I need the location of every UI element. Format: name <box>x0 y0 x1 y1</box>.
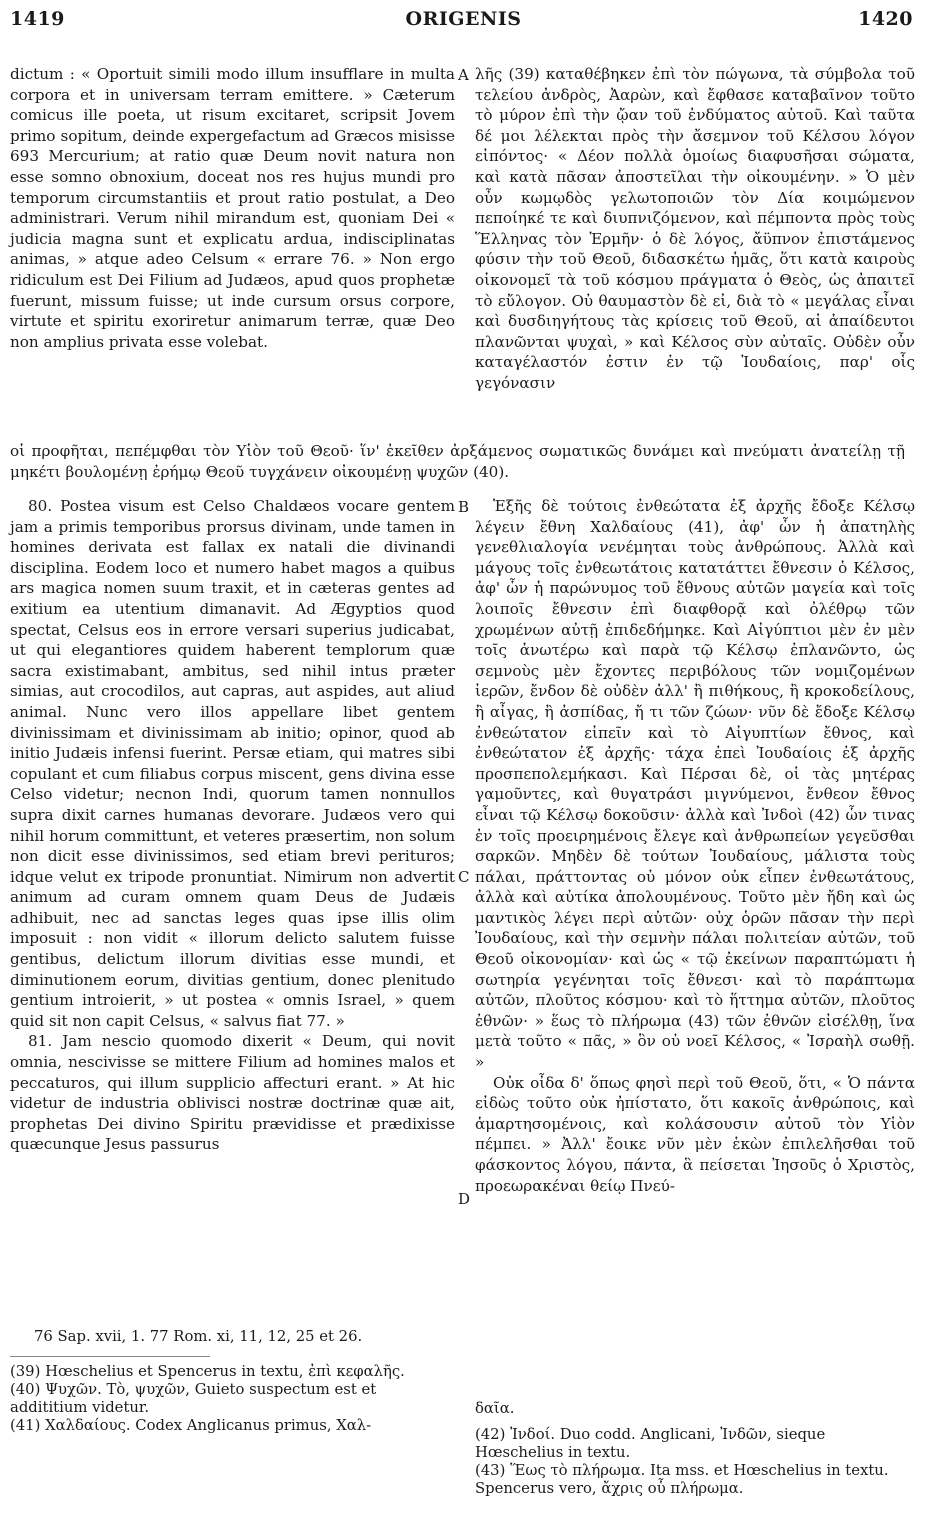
latin-column-top <box>10 64 455 352</box>
latin-column-main <box>10 496 455 1155</box>
right-page-number: 1420 <box>858 8 913 30</box>
margin-marker-a: A <box>458 66 469 84</box>
margin-marker-b: B <box>458 498 470 516</box>
latin-paragraph: dictum : « Oportuit simili modo illum insufflare in multa corpora et in universam terram emittere. » Cæterum comicus ille poeta, ut risum excitaret, scripsit Jovem primo sopitum, deinde expergefactum ad Græcos misisse 693 Mercurium; at ratio quæ Deum novit natura non esse somno obnoxium, doceat nos res hujus mundi pro temporum circumstantiis et prout ratio postulat, a Deo administrari. Verum nihil mirandum est, quoniam Dei « judicia magna sunt et explicatu ardua, indisciplinatas animas, » atque adeo Celsum « errare 76. » Non ergo ridiculum est Dei Filium ad Judæos, apud quos prophetæ fuerunt, missum fuisse; ut inde cursum orsus corpore, virtute et spiritu exoriretur animarum terræ, quæ Deo non amplius privata esse volebat. <box>10 65 455 351</box>
spanning-greek-line: οἱ προφῆται, πεπέμφθαι τὸν Υἱὸν τοῦ Θεοῦ· ἵν' ἐκεῖθεν ἀρξάμενος σωματικῶς δυνάμει καὶ πνεύματι ἀνατείλῃ τῇ μηκέτι βουλομένῃ ἐρήμῳ Θεοῦ τυγχάνειν οἰκουμένῃ ψυχῶν (40). <box>10 442 905 481</box>
footnotes-right <box>475 1400 915 1498</box>
margin-marker-c: C <box>458 868 470 886</box>
footnote-continuation: δαῖα. <box>475 1400 515 1417</box>
latin-section-81: 81. Jam nescio quomodo dixerit « Deum, qui novit omnia, nescivisse se mittere Filium ad homines malos et peccaturos, qui illum supplicio affecturi erant. » At hic videtur de industria oblivisci nostræ doctrinæ quæ ait, prophetas Dei divino Spiritu prævidisse et prædixisse quæcunque Jesus passurus <box>10 1032 455 1154</box>
greek-paragraph: λῆς (39) καταθέβηκεν ἐπὶ τὸν πώγωνα, τὰ σύμβολα τοῦ τελείου ἀνδρὸς, Ἀαρὼν, καὶ ἔφθασε καταβαῖνον τοῦτο τὸ μύρον ἐπὶ τὴν ᾤαν τοῦ ἐνδύματος αὐτοῦ. Καὶ ταῦτα δέ μοι λέλεκται πρὸς τὴν ἄσεμνον τοῦ Κέλσου λόγον εἰπόντος· « Δέον πολλὰ ὁμοίως διαφυσῆσαι σώματα, καὶ κατὰ πᾶσαν ἀποστεῖλαι τὴν οἰκουμένην. » Ὁ μὲν οὖν κωμῳδὸς γελωτοποιῶν τὸν Δία κοιμώμενον πεποίηκέ τε καὶ διυπνιζόμενον, καὶ πέμποντα πρὸς τοὺς Ἕλληνας τὸν Ἑρμῆν· ὁ δὲ λόγος, ἄϋπνον ἐπιστάμενος φύσιν τὴν τοῦ Θεοῦ, διδασκέτω ἡμᾶς, ὅτι κατὰ καιροὺς οἰκονομεῖ τὰ τοῦ κόσμου πράγματα ὁ Θεὸς, ὡς ἀπαιτεῖ τὸ εὔλογον. Οὐ θαυμαστὸν δὲ εἰ, διὰ τὸ « μεγάλας εἶναι καὶ δυσδιηγήτους τὰς κρίσεις τοῦ Θεοῦ, αἱ ἀπαίδευτοι πλανῶνται ψυχαὶ, » καὶ Κέλσος σὺν αὐταῖς. Οὐδὲν οὖν καταγέλαστόν ἐστιν ἐν τῷ Ἰουδαίοις, παρ' οἷς γεγόνασιν <box>475 65 915 392</box>
footnote: (42) Ἰνδοί. Duo codd. Anglicani, Ἰνδῶν, sieque Hœschelius in textu. <box>475 1426 826 1461</box>
footnotes-left <box>10 1328 455 1435</box>
footnote: (39) Hœschelius et Spencerus in textu, ἐπὶ κεφαλῆς. <box>10 1363 405 1380</box>
margin-marker-d: D <box>458 1190 471 1208</box>
running-title: ORIGENIS <box>405 8 522 30</box>
scripture-references: 76 Sap. xvii, 1. 77 Rom. xi, 11, 12, 25 et 26. <box>34 1328 363 1345</box>
latin-section-80: 80. Postea visum est Celso Chaldæos vocare gentem jam a primis temporibus prorsus divinam, unde tamen in homines derivata est fallax ex natali die divinandi disciplina. Eodem loco et numero habet magos a quibus ars magica nomen suum traxit, et in cæteras gentes ad exitium ea utentium dimanavit. Ad Ægyptios quod spectat, Celsus eos in errore versari superius judicabat, ut qui elegantiores quidem haberent templorum quæ sacra existimabant, ambitus, sed nihil intus præter simias, aut crocodilos, aut capras, aut aspides, aut aliud animal. Nunc vero illos appellare libet gentem divinissimam et divinissimam ab initio; opinor, quod ab initio Judæis infensi fuerint. Persæ etiam, qui matres sibi copulant et cum filiabus corpus miscent, gens divina esse Celso videtur; necnon Indi, quorum tamen nonnullos supra dixit carnes humanas devorare. Judæos vero qui nihil horum committunt, et veteres præsertim, non solum non dicit esse divinissimos, sed etiam brevi perituros; idque velut ex tripode pronuntiat. Nimirum non advertit animum ad curam omnem quam Deus de Judæis adhibuit, nec ad sanctas leges quas ipse illis olim imposuit : non vidit « illorum delicto salutem fuisse gentibus, delictum illorum divitias esse mundi, et diminutionem eorum, divitias gentium, donec plenitudo gentium introierit, » ut postea « omnis Israel, » quem quid sit non capit Celsus, « salvus fiat 77. » <box>10 497 455 1030</box>
footnote: (41) Χαλδαίους. Codex Anglicanus primus, Χαλ- <box>10 1417 372 1434</box>
footnote: (40) Ψυχῶν. Τὸ, ψυχῶν, Guieto suspectum est et addititium videtur. <box>10 1381 377 1416</box>
greek-column-main <box>475 496 915 1196</box>
greek-paragraph: Οὐκ οἶδα δ' ὅπως φησὶ περὶ τοῦ Θεοῦ, ὅτι, « Ὁ πάντα εἰδὼς τοῦτο οὐκ ἠπίστατο, ὅτι κακοῖς ἀνθρώποις, καὶ ἁμαρτησομένοις, καὶ κολάσουσιν αὐτοῦ τὸν Υἱὸν πέμπει. » Ἀλλ' ἔοικε νῦν μὲν ἑκὼν ἐπιλελῆσθαι τοῦ φάσκοντος λόγου, πάντα, ἃ πείσεται Ἰησοῦς ὁ Χριστὸς, προεωρακέναι θείῳ Πνεύ- <box>475 1073 915 1195</box>
greek-column-top <box>475 64 915 394</box>
left-page-number: 1419 <box>10 8 65 30</box>
greek-paragraph: Ἑξῆς δὲ τούτοις ἐνθεώτατα ἐξ ἀρχῆς ἔδοξε Κέλσῳ λέγειν ἔθνη Χαλδαίους (41), ἀφ' ὧν ἡ ἀπατηλὴς γενεθλιαλογία νενέμηται τοὺς ἀνθρώπους. Ἀλλὰ καὶ μάγους τοῖς ἐνθεωτάτοις κατατάττει ἔθνεσιν ὁ Κέλσος, ἀφ' ὧν ἡ παρώνυμος τοῦ ἔθνους αὐτῶν μαγεία καὶ τοῖς λοιποῖς ἔθνεσιν ἐπὶ διαφθορᾷ καὶ ὀλέθρῳ τῶν χρωμένων αὐτῇ ἐπιδεδήμηκε. Καὶ Αἰγύπτιοι μὲν ἐν μὲν τοῖς ἀνωτέρω καὶ παρὰ τῷ Κέλσῳ ἐπλανῶντο, ὡς σεμνοὺς μὲν ἔχοντες περιβόλους τῶν νομιζομένων ἱερῶν, ἔνδον δὲ οὐδὲν ἀλλ' ἢ πιθήκους, ἢ κροκοδείλους, ἢ αἶγας, ἢ ἀσπίδας, ἤ τι τῶν ζώων· νῦν δὲ ἔδοξε Κέλσῳ ἐνθεώτατον εἰπεῖν καὶ τὸ Αἰγυπτίων ἔθνος, καὶ ἐνθεώτατον ἐξ ἀρχῆς· τάχα ἐπεὶ Ἰουδαίοις ἐξ ἀρχῆς προσπεπολεμήκασι. Καὶ Πέρσαι δὲ, οἱ τὰς μητέρας γαμοῦντες, καὶ θυγατράσι μιγνύμενοι, ἔνθεον ἔθνος εἶναι τῷ Κέλσῳ δοκοῦσιν· ἀλλὰ καὶ Ἰνδοὶ (42) ὧν τινας ἐν τοῖς προειρημένοις ἔλεγε καὶ ἀνθρωπείων γεγεῦσθαι σαρκῶν. Μηδὲν δὲ τούτων Ἰουδαίους, μάλιστα τοὺς πάλαι, πράττοντας οὐ μόνον οὐκ εἶπεν ἐνθεωτάτους, ἀλλὰ καὶ αὐτίκα ἀπολουμένους. Τοῦτο μὲν ἤδη καὶ ὡς μαντικὸς λέγει περὶ αὐτῶν· οὐχ ὁρῶν πᾶσαν τὴν περὶ Ἰουδαίους, καὶ τὴν σεμνὴν πάλαι πολιτείαν αὐτῶν, τοῦ Θεοῦ οἰκονομίαν· καὶ ὡς « τῷ ἐκείνων παραπτώματι ἡ σωτηρία γεγένηται τοῖς ἔθνεσι· καὶ τὸ παράπτωμα αὐτῶν, πλοῦτος κόσμου· καὶ τὸ ἥττημα αὐτῶν, πλοῦτος ἐθνῶν· » ἕως τὸ πλήρωμα (43) τῶν ἐθνῶν εἰσέλθῃ, ἵνα μετὰ τοῦτο « πᾶς, » ὃν οὐ νοεῖ Κέλσος, « Ἰσραὴλ σωθῇ. » <box>475 497 915 1072</box>
footnote-divider <box>10 1356 210 1357</box>
footnote: (43) Ἕως τὸ πλήρωμα. Ita mss. et Hœschelius in textu. Spencerus vero, ἄχρις οὗ πλήρωμα. <box>475 1462 889 1497</box>
